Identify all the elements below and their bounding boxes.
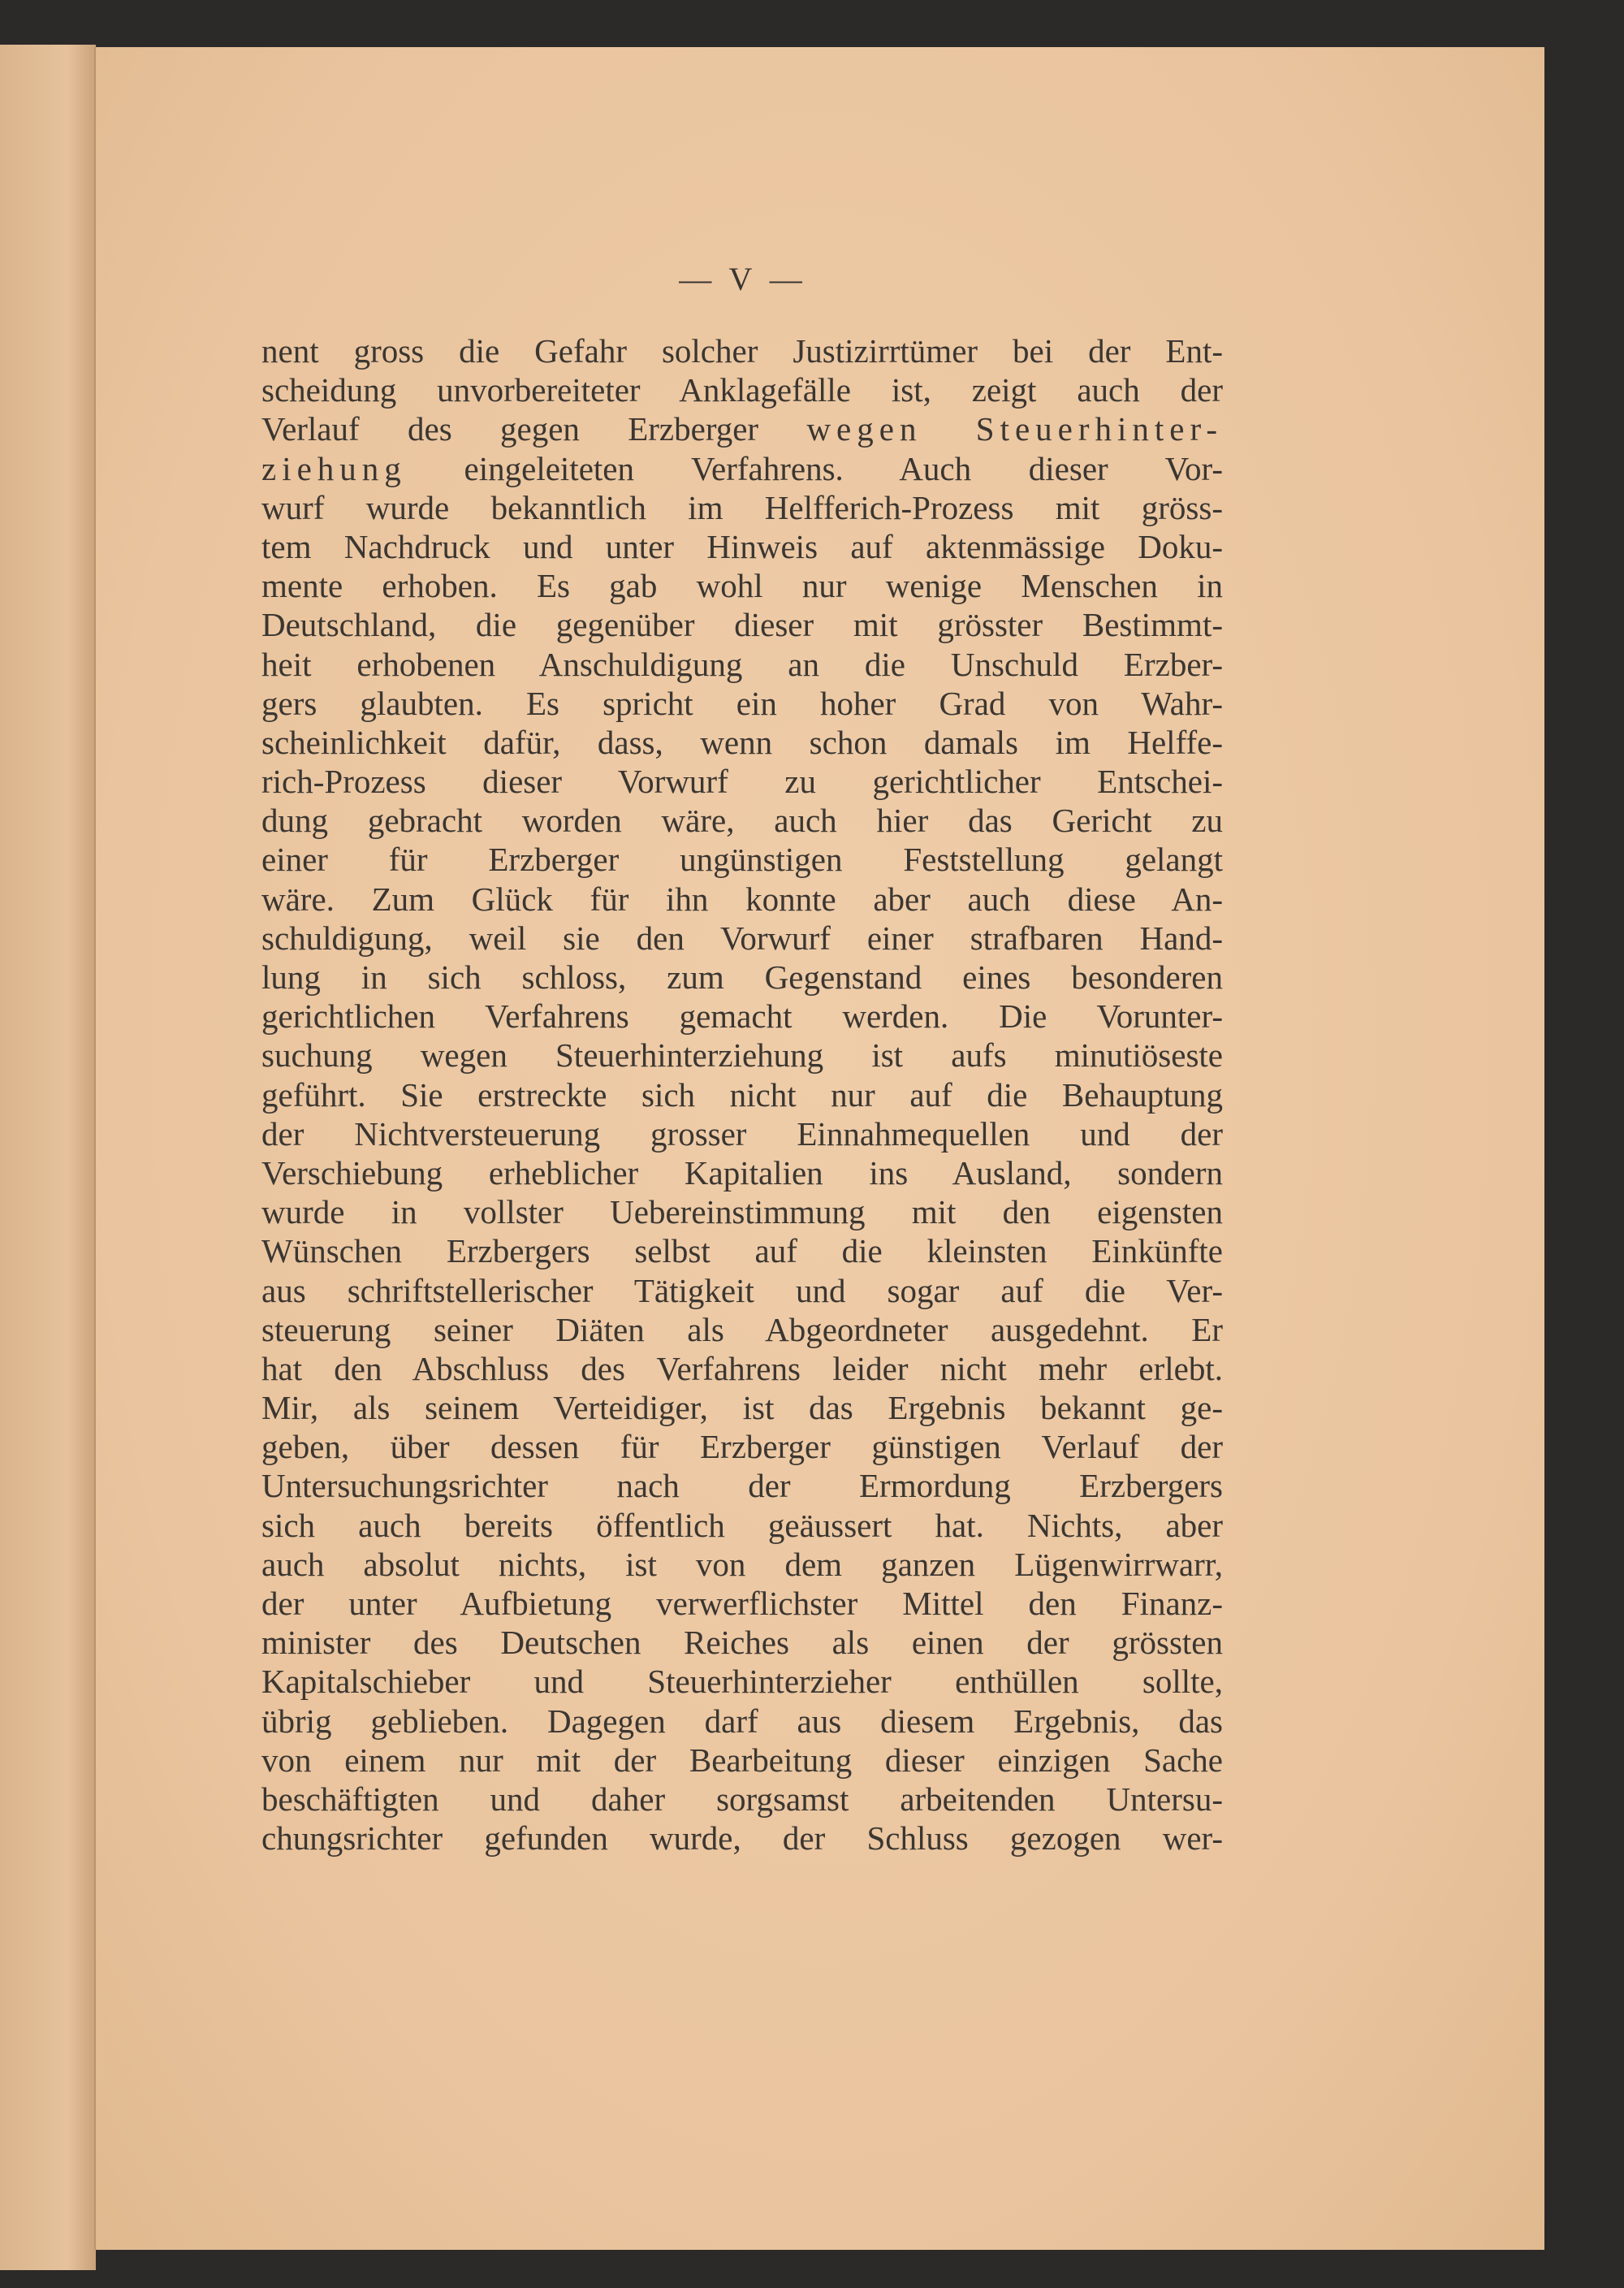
text-line: Untersuchungsrichter nach der Ermordung Erzbergers bbox=[261, 1467, 1223, 1505]
text-line: suchung wegen Steuerhinterziehung ist aufs minutiöseste bbox=[261, 1036, 1223, 1075]
text-line: übrig geblieben. Dagegen darf aus diesem Ergebnis, das bbox=[261, 1702, 1223, 1740]
text-line: hat den Abschluss des Verfahrens leider nicht mehr erlebt. bbox=[261, 1349, 1223, 1387]
text-line: Wünschen Erzbergers selbst auf die kleinsten Einkünfte bbox=[261, 1232, 1223, 1270]
text-line: heit erhobenen Anschuldigung an die Unschuld Erzber- bbox=[261, 645, 1223, 683]
text-line: Verschiebung erheblicher Kapitalien ins Ausland, sondern bbox=[261, 1153, 1223, 1192]
text-line: geführt. Sie erstreckte sich nicht nur auf die Behauptung bbox=[261, 1075, 1223, 1114]
text-line: der unter Aufbietung verwerflichster Mittel den Finanz- bbox=[261, 1585, 1223, 1622]
text-line: aus schriftstellerischer Tätigkeit und sogar auf die Ver- bbox=[261, 1271, 1223, 1309]
text-span: Verlauf des gegen Erzberger bbox=[261, 410, 759, 448]
text-line: Deutschland, die gegenüber dieser mit grösster Bestimmt- bbox=[261, 606, 1223, 644]
text-line: sich auch bereits öffentlich geäussert hat. Nichts, aber bbox=[261, 1506, 1223, 1544]
text-line: schuldigung, weil sie den Vorwurf einer strafbaren Hand- bbox=[261, 919, 1223, 957]
text-line: rich-Prozess dieser Vorwurf zu gerichtlicher Entschei- bbox=[261, 763, 1223, 801]
body-text bbox=[261, 331, 1223, 1858]
text-line: steuerung seiner Diäten als Abgeordneter ausgedehnt. Er bbox=[261, 1310, 1223, 1348]
book-page bbox=[94, 47, 1544, 2250]
text-line: wurde in vollster Uebereinstimmung mit den eigensten bbox=[261, 1193, 1223, 1231]
text-line: dung gebracht worden wäre, auch hier das Gericht zu bbox=[261, 802, 1223, 840]
text-line: Mir, als seinem Verteidiger, ist das Ergebnis bekannt ge- bbox=[261, 1389, 1223, 1427]
text-line bbox=[261, 409, 1223, 448]
text-line: gers glaubten. Es spricht ein hoher Grad von Wahr- bbox=[261, 684, 1223, 722]
text-line: einer für Erzberger ungünstigen Feststellung gelangt bbox=[261, 841, 1223, 879]
text-line: von einem nur mit der Bearbeitung dieser einzigen Sache bbox=[261, 1741, 1223, 1779]
text-line: auch absolut nichts, ist von dem ganzen Lügenwirrwarr, bbox=[261, 1545, 1223, 1583]
text-line: der Nichtversteuerung grosser Einnahmequellen und der bbox=[261, 1114, 1223, 1153]
text-line: wurf wurde bekanntlich im Helfferich-Prozess mit gröss- bbox=[261, 488, 1223, 526]
text-line: Kapitalschieber und Steuerhinterzieher enthüllen sollte, bbox=[261, 1663, 1223, 1701]
text-span: eingeleiteten Verfahrens. Auch dieser Vor- bbox=[464, 449, 1223, 487]
previous-page-edge bbox=[0, 45, 96, 2270]
page-number: — V — bbox=[679, 261, 807, 297]
emphasized-text: wegen Steuerhinter- bbox=[806, 410, 1223, 448]
text-line: lung in sich schloss, zum Gegenstand eines besonderen bbox=[261, 958, 1223, 996]
text-line: gerichtlichen Verfahrens gemacht werden. Die Vorunter- bbox=[261, 997, 1223, 1036]
text-line: nent gross die Gefahr solcher Justizirrtümer bei der Ent- bbox=[261, 332, 1223, 370]
text-line: geben, über dessen für Erzberger günstigen Verlauf der bbox=[261, 1428, 1223, 1466]
text-line: tem Nachdruck und unter Hinweis auf aktenmässige Doku- bbox=[261, 527, 1223, 565]
text-line: beschäftigten und daher sorgsamst arbeitenden Untersu- bbox=[261, 1780, 1223, 1818]
text-line: mente erhoben. Es gab wohl nur wenige Menschen in bbox=[261, 567, 1223, 605]
text-line: scheidung unvorbereiteter Anklagefälle ist, zeigt auch der bbox=[261, 371, 1223, 409]
text-line: chungsrichter gefunden wurde, der Schluss gezogen wer- bbox=[261, 1819, 1223, 1858]
text-line bbox=[261, 449, 1223, 488]
text-line: minister des Deutschen Reiches als einen der grössten bbox=[261, 1624, 1223, 1662]
text-line: wäre. Zum Glück für ihn konnte aber auch diese An- bbox=[261, 880, 1223, 918]
text-line: scheinlichkeit dafür, dass, wenn schon damals im Helffe- bbox=[261, 723, 1223, 761]
emphasized-text: ziehung bbox=[261, 449, 407, 487]
